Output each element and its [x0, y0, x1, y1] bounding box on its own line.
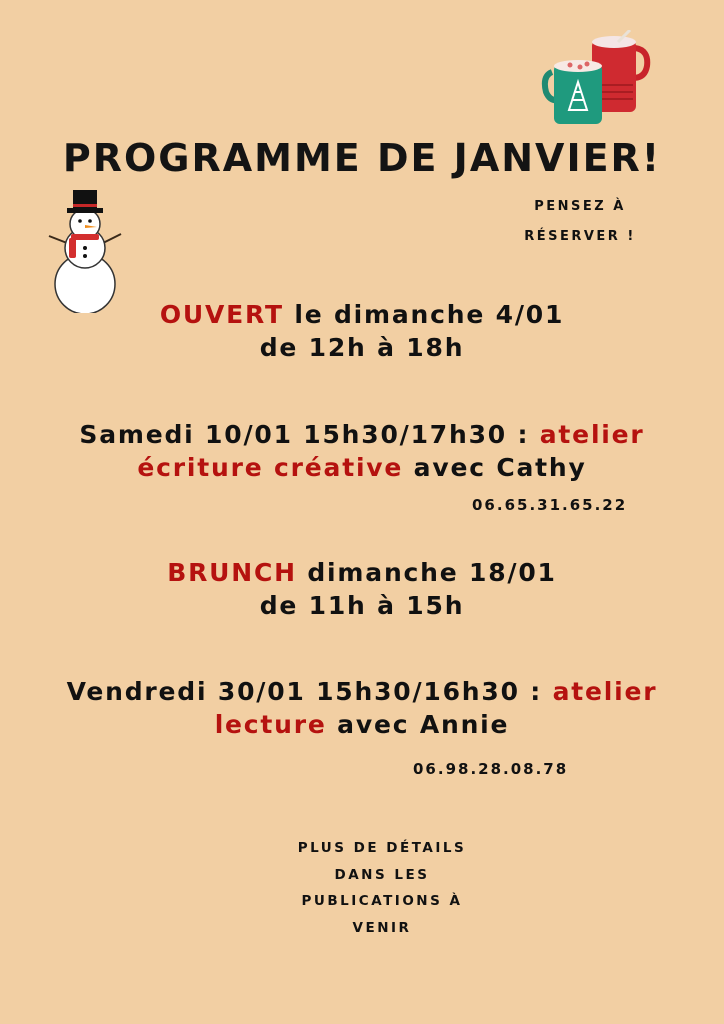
event-highlight: OUVERT — [159, 300, 284, 329]
mugs-icon — [540, 30, 660, 130]
event-writing-workshop: Samedi 10/01 15h30/17h30 : atelier écriture créative avec Cathy — [79, 420, 645, 482]
page-title: PROGRAMME DE JANVIER! — [62, 136, 662, 180]
phone-cathy: 06.65.31.65.22 — [472, 496, 628, 514]
footer-note: PLUS DE DÉTAILS DANS LES PUBLICATIONS À VENIR — [297, 840, 467, 936]
event-reading-workshop: Vendredi 30/01 15h30/16h30 : atelier lecture avec Annie — [66, 677, 658, 739]
reserve-note: PENSEZ À RÉSERVER ! — [524, 199, 636, 244]
event-brunch: BRUNCH dimanche 18/01 de 11h à 15h — [167, 558, 557, 620]
snowman-icon — [45, 188, 125, 313]
event-open-sunday: OUVERT le dimanche 4/01 de 12h à 18h — [159, 300, 565, 362]
phone-annie: 06.98.28.08.78 — [413, 760, 569, 778]
